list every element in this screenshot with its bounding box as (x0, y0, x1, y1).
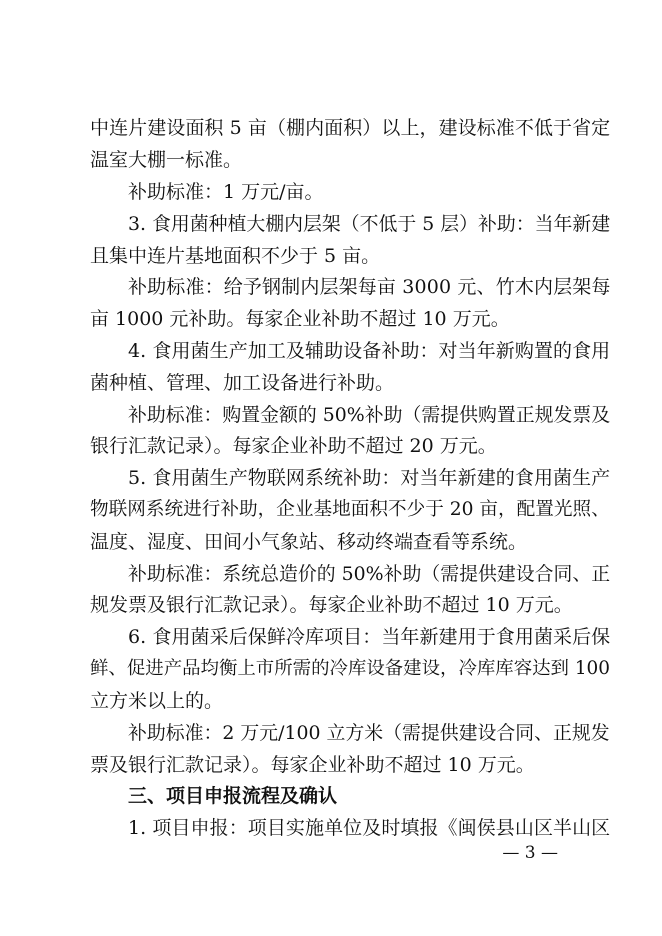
body-line-16: 规发票及银行汇款记录）。每家企业补助不超过 10 万元。 (90, 594, 573, 616)
page-number: — 3 — (502, 843, 558, 863)
body-line-11: 银行汇款记录）。每家企业补助不超过 20 万元。 (90, 435, 497, 457)
body-line-20: 补助标准：2 万元/100 立方米（需提供建设合同、正规发 (128, 722, 610, 744)
body-line-12: 5. 食用菌生产物联网系统补助：对当年新建的食用菌生产 (128, 467, 611, 489)
body-line-6: 补助标准：给予钢制内层架每亩 3000 元、竹木内层架每 (128, 276, 611, 298)
body-line-9: 菌种植、管理、加工设备进行补助。 (90, 372, 395, 394)
body-line-2: 温室大棚一标准。 (90, 149, 243, 171)
body-line-8: 4. 食用菌生产加工及辅助设备补助：对当年新购置的食用 (128, 340, 611, 362)
body-line-10: 补助标准：购置金额的 50%补助（需提供购置正规发票及 (128, 404, 611, 426)
body-line-15: 补助标准：系统总造价的 50%补助（需提供建设合同、正 (128, 563, 611, 585)
body-line-4: 3. 食用菌种植大棚内层架（不低于 5 层）补助：当年新建 (128, 213, 611, 235)
body-line-5: 且集中连片基地面积不少于 5 亩。 (90, 245, 381, 267)
body-line-1: 中连片建设面积 5 亩（棚内面积）以上，建设标准不低于省定 (90, 117, 611, 139)
body-line-19: 立方米以上的。 (90, 690, 224, 712)
body-line-23: 1. 项目申报：项目实施单位及时填报《闽侯县山区半山区 (128, 817, 611, 839)
body-line-7: 亩 1000 元补助。每家企业补助不超过 10 万元。 (90, 308, 510, 330)
body-line-14: 温度、湿度、田间小气象站、移动终端查看等系统。 (90, 531, 528, 553)
body-line-3: 补助标准：1 万元/亩。 (128, 181, 324, 203)
body-line-18: 鲜、促进产品均衡上市所需的冷库设备建设，冷库库容达到 100 (90, 658, 610, 679)
section-heading: 三、项目申报流程及确认 (128, 785, 338, 807)
body-line-17: 6. 食用菌采后保鲜冷库项目：当年新建用于食用菌采后保 (128, 626, 611, 648)
body-line-21: 票及银行汇款记录）。每家企业补助不超过 10 万元。 (90, 754, 535, 776)
body-line-13: 物联网系统进行补助，企业基地面积不少于 20 亩，配置光照、 (90, 499, 610, 520)
